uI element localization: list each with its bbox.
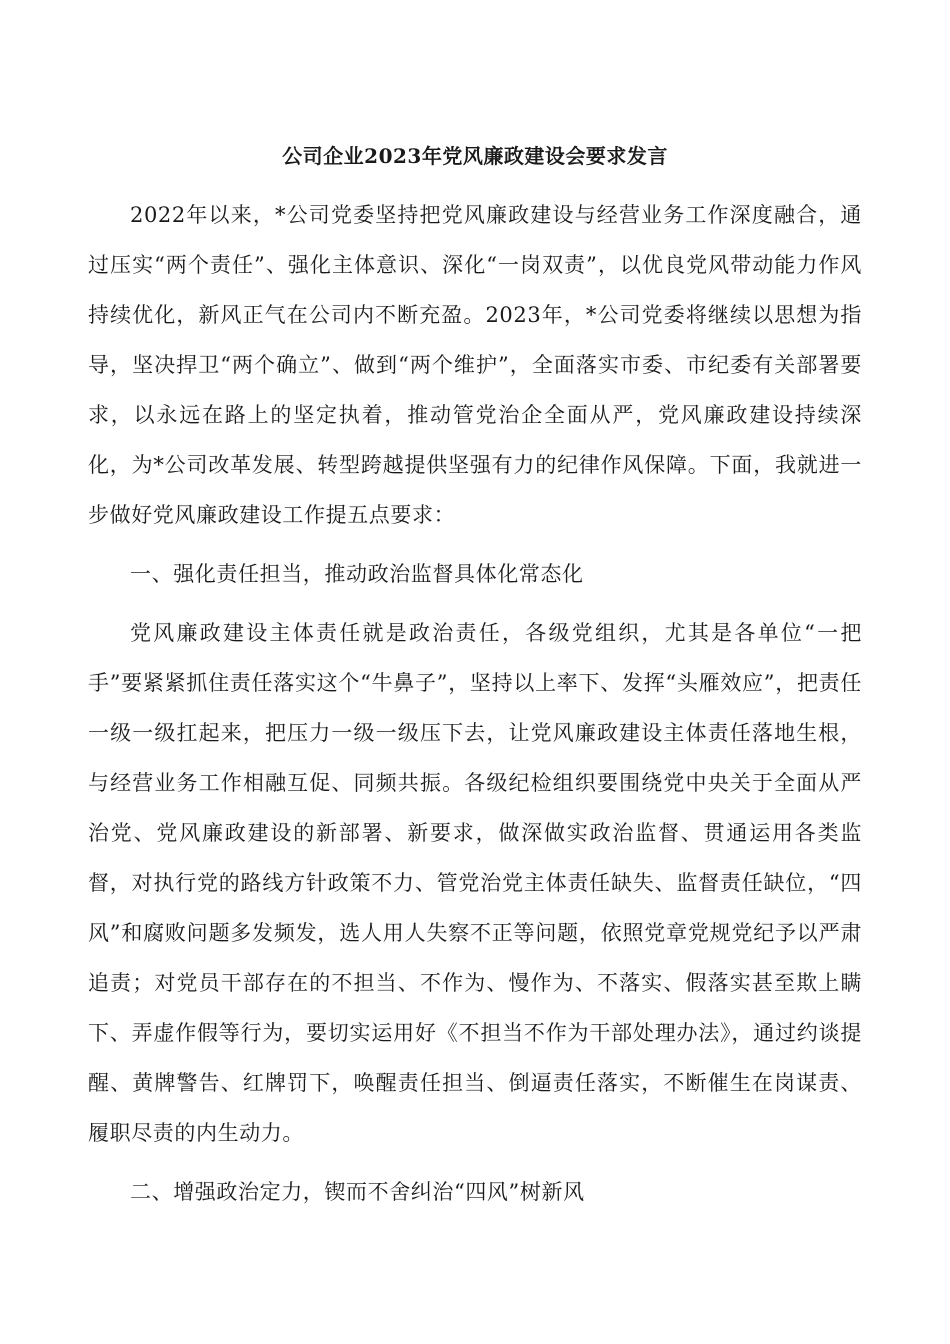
section-2-heading: 二、增强政治定力，锲而不舍纠治“四风”树新风 — [130, 1180, 585, 1204]
spacer — [88, 540, 862, 549]
spacer — [88, 599, 862, 608]
section-1-paragraph: 党风廉政建设主体责任就是政治责任，各级党组织，尤其是各单位“一把手”要紧紧抓住责任落实这个“牛鼻子”，坚持以上率下、发挥“头雁效应”，把责任一级一级扛起来，把压力一级一级压下去，让党风廉政建设主体责任落地生根，与经营业务工作相融互促、同频共振。各级纪检组织要围绕党中央关于全面从严治党、党风廉政建设的新部署、新要求，做深做实政治监督、贯通运用各类监督，对执行党的路线方针政策不力、管党治党主体责任缺失、监督责任缺位，“四风”和腐败问题多发频发，选人用人失察不正等问题，依照党章党规党纪予以严肃追责；对党员干部存在的不担当、不作为、慢作为、不落实、假落实甚至欺上瞒下、弄虚作假等行为，要切实运用好《不担当不作为干部处理办法》，通过约谈提醒、黄牌警告、红牌罚下，唤醒责任担当、倒逼责任落实，不断催生在岗谋责、履职尽责的内生动力。 — [88, 621, 862, 1145]
section-1-heading: 一、强化责任担当，推动政治监督具体化常态化 — [130, 562, 584, 586]
document-page — [88, 140, 862, 1217]
spacer — [88, 1158, 862, 1167]
intro-paragraph: 2022年以来，*公司党委坚持把党风廉政建设与经营业务工作深度融合，通过压实“两个责任”、强化主体意识、深化“一岗双责”，以优良党风带动能力作风持续优化，新风正气在公司内不断充盈。2023年，*公司党委将继续以思想为指导，坚决捍卫“两个确立”、做到“两个维护”，全面落实市委、市纪委有关部署要求，以永远在路上的坚定执着，推动管党治企全面从严，党风廉政建设持续深化，为*公司改革发展、转型跨越提供坚强有力的纪律作风保障。下面，我就进一步做好党风廉政建设工作提五点要求： — [88, 203, 862, 527]
document-title: 公司企业2023年党风廉政建设会要求发言 — [282, 144, 668, 168]
